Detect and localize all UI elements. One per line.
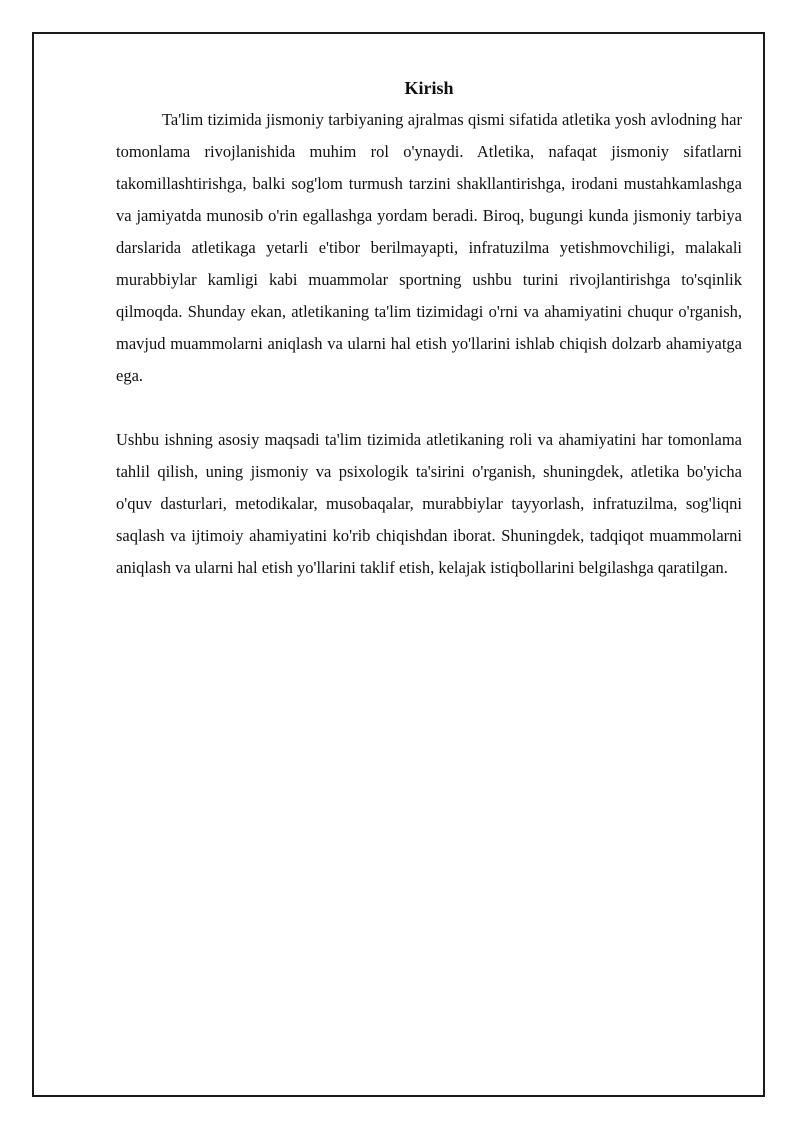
section-title: Kirish <box>404 78 454 98</box>
intro-paragraph: Ta'lim tizimida jismoniy tarbiyaning ajralmas qismi sifatida atletika yosh avlodning har tomonlama rivojlanishida muhim rol o'ynaydi. Atletika, nafaqat jismoniy sifatlarni takomillashtirishga, balki sog'lom turmush tarzini shakllantirishga, irodani mustahkamlashga va jamiyatda munosib o'rin egallashga yordam beradi. Biroq, bugungi kunda jismoniy tarbiya darslarida atletikaga yetarli e'tibor berilmayapti, infratuzilma yetishmovchiligi, malakali murabbiylar kamligi kabi muammolar sportning ushbu turini rivojlantirishga to'sqinlik qilmoqda. Shunday ekan, atletikaning ta'lim tizimidagi o'rni va ahamiyatini chuqur o'rganish, mavjud muammolarni aniqlash va ularni hal etish yo'llarini ishlab chiqish dolzarb ahamiyatga ega. <box>116 110 742 385</box>
goal-paragraph: Ushbu ishning asosiy maqsadi ta'lim tizimida atletikaning roli va ahamiyatini har tomonlama tahlil qilish, uning jismoniy va psixologik ta'sirini o'rganish, shuningdek, atletika bo'yicha o'quv dasturlari, metodikalar, musobaqalar, murabbiylar tayyorlash, infratuzilma, sog'liqni saqlash va ijtimoiy ahamiyatini ko'rib chiqishdan iborat. Shuningdek, tadqiqot muammolarni aniqlash va ularni hal etish yo'llarini taklif etish, kelajak istiqbollarini belgilashga qaratilgan. <box>116 430 742 577</box>
paragraph-spacer <box>116 392 742 424</box>
document-body <box>116 76 742 584</box>
